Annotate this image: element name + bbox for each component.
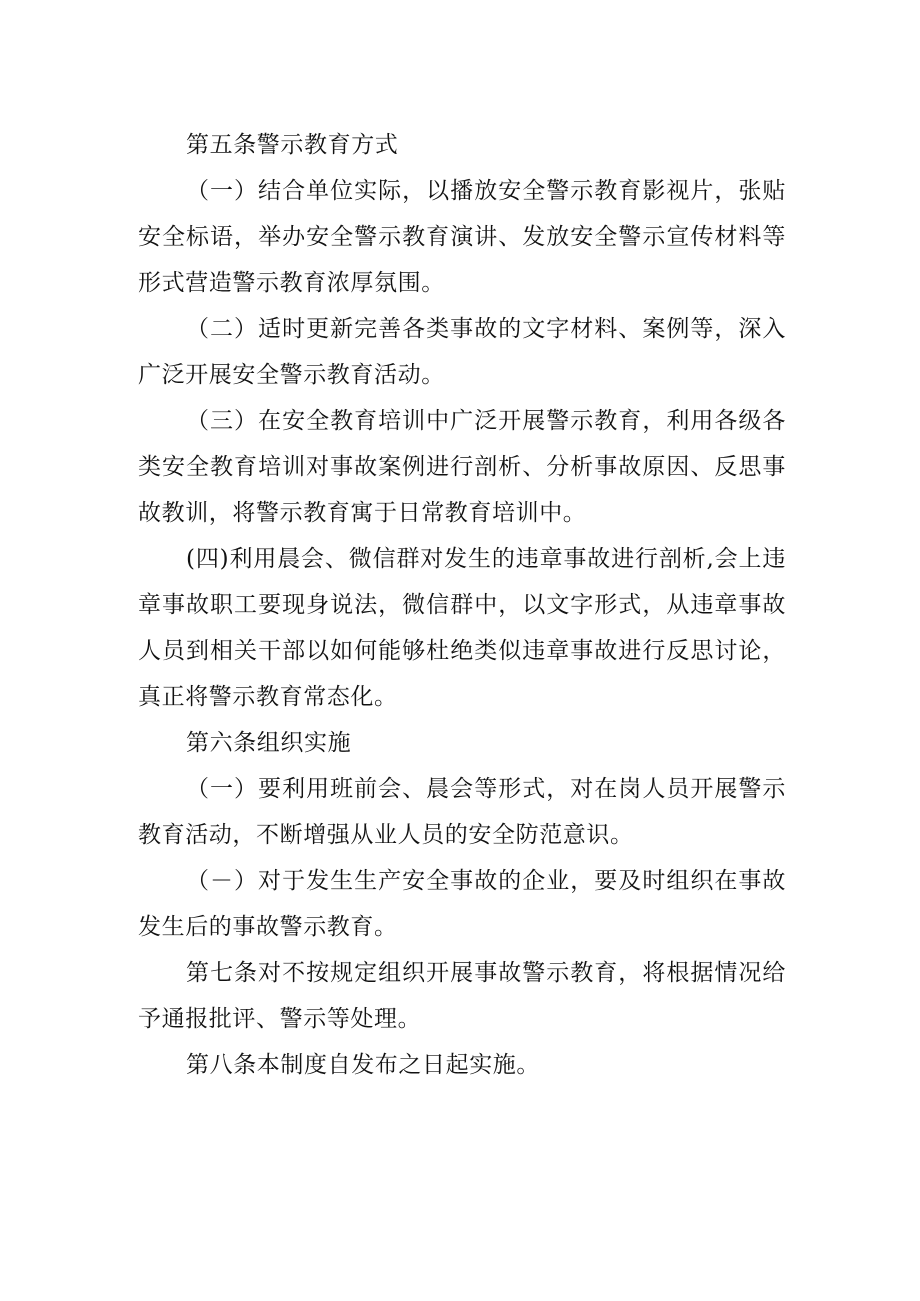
article-5-heading: 第五条警示教育方式 bbox=[186, 132, 399, 158]
article-5-item-4: (四)利用晨会、微信群对发生的违章事故进行剖析,会上违章事故职工要现身说法，微信群中，以文字形式，从违章事故人员到相关干部以如何能够杜绝类似违章事故进行反思讨论，真正将警示教育常态化。 bbox=[138, 546, 786, 710]
article-6-item-1: （一）要利用班前会、晨会等形式，对在岗人员开展警示教育活动，不断增强从业人员的安全防范意识。 bbox=[138, 776, 786, 848]
article-5-item-3: （三）在安全教育培训中广泛开展警示教育，利用各级各类安全教育培训对事故案例进行剖析、分析事故原因、反思事故教训，将警示教育寓于日常教育培训中。 bbox=[138, 408, 786, 526]
document-body bbox=[138, 122, 786, 1088]
article-5-item-2: （二）适时更新完善各类事故的文字材料、案例等，深入广泛开展安全警示教育活动。 bbox=[138, 316, 786, 388]
article-6-heading: 第六条组织实施 bbox=[186, 730, 352, 756]
article-8: 第八条本制度自发布之日起实施。 bbox=[186, 1052, 540, 1078]
article-6-item-2: （－）对于发生生产安全事故的企业，要及时组织在事故发生后的事故警示教育。 bbox=[138, 868, 786, 940]
article-7: 第七条对不按规定组织开展事故警示教育，将根据情况给予通报批评、警示等处理。 bbox=[138, 960, 786, 1032]
article-5-item-1: （一）结合单位实际，以播放安全警示教育影视片，张贴安全标语，举办安全警示教育演讲、发放安全警示宣传材料等形式营造警示教育浓厚氛围。 bbox=[138, 178, 786, 296]
